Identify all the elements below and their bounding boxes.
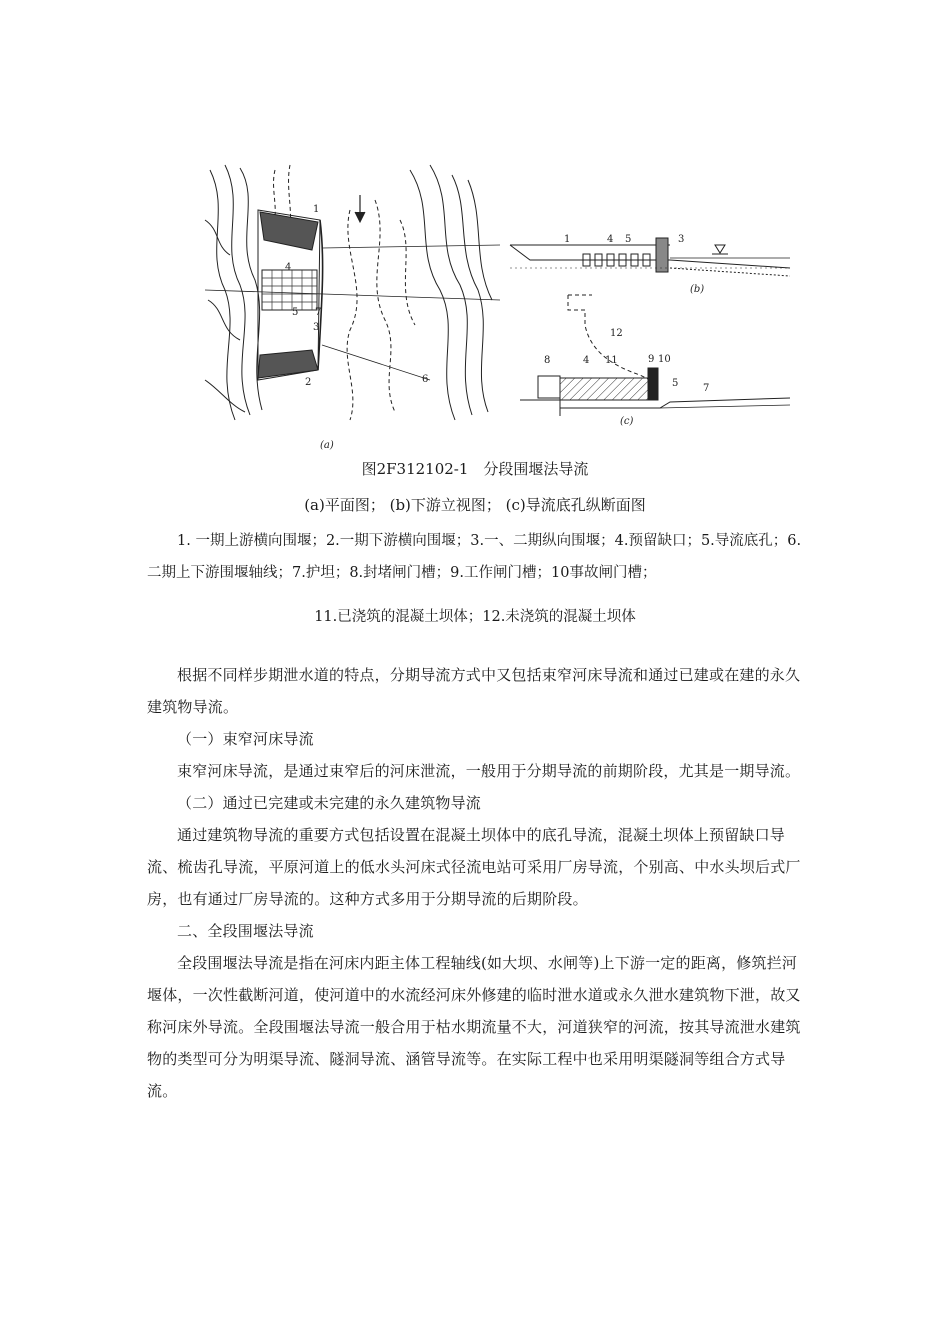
label-b-4: 4: [607, 234, 614, 245]
diversion-figure: [200, 150, 800, 455]
label-c-7: 7: [703, 383, 710, 394]
plan-view: [205, 165, 500, 420]
paragraph-2: 束窄河床导流，是通过束窄后的河床泄流，一般用于分期导流的前期阶段，尤其是一期导流。: [177, 762, 801, 780]
paragraph-3: 通过建筑物导流的重要方式包括设置在混凝土坝体中的底孔导流，混凝土坝体上预留缺口导流、梳齿孔导流，平原河道上的低水头河床式径流电站可采用厂房导流，个别高、中水头坝后式厂房，也有通过厂房导流的。这种方式多用于分期导流的后期阶段。: [147, 826, 801, 908]
panel-c-label: (c): [620, 416, 634, 427]
label-c-4: 4: [583, 355, 590, 366]
heading-3: 二、全段围堰法导流: [177, 922, 314, 940]
label-b-5: 5: [625, 234, 632, 245]
label-c-9: 9: [648, 354, 655, 365]
figure-subtitle: (a)平面图； (b)下游立视图； (c)导流底孔纵断面图: [304, 496, 646, 514]
label-c-5: 5: [672, 378, 679, 389]
paragraph-1: 根据不同样步期泄水道的特点，分期导流方式中又包括束窄河床导流和通过已建或在建的永久建筑物导流。: [147, 666, 801, 716]
panel-b-label: (b): [690, 284, 705, 295]
label-c-8: 8: [544, 355, 551, 366]
label-a-5: 5: [292, 307, 299, 318]
label-c-10: 10: [658, 354, 671, 365]
label-a-7: 7: [315, 307, 322, 318]
label-c-12: 12: [610, 328, 623, 339]
paragraph-4: 全段围堰法导流是指在河床内距主体工程轴线(如大坝、水闸等)上下游一定的距离，修筑拦河堰体，一次性截断河道，使河道中的水流经河床外修建的临时泄水道或永久泄水建筑物下泄，故又称河床外导流。全段围堰法导流一般合用于枯水期流量不大，河道狭窄的河流，按其导流泄水建筑物的类型可分为明渠导流、隧洞导流、涵管导流等。在实际工程中也采用明渠隧洞等组合方式导流。: [147, 954, 801, 1100]
panel-a-label: (a): [320, 440, 334, 451]
label-b-1: 1: [564, 234, 571, 245]
figure-drawing: [200, 150, 800, 455]
label-a-4: 4: [285, 262, 292, 273]
body-text: [147, 659, 807, 1107]
heading-2: （二）通过已完建或未完建的永久建筑物导流: [177, 794, 482, 812]
label-a-6: 6: [422, 374, 429, 385]
figure-legend: 1. 一期上游横向围堰；2.一期下游横向围堰；3.一、二期纵向围堰；4.预留缺口；5.导流底孔；6.二期上下游围堰轴线；7.护坦；8.封堵闸门槽；9.工作闸门槽；10事故闸门槽；: [147, 533, 802, 581]
heading-1: （一）束窄河床导流: [177, 730, 314, 748]
label-a-1: 1: [313, 204, 320, 215]
elevation-view: [510, 238, 790, 276]
label-a-2: 2: [305, 377, 312, 388]
section-view: [520, 295, 790, 416]
label-c-11: 11: [605, 355, 618, 366]
label-b-3: 3: [678, 234, 685, 245]
label-a-3: 3: [313, 322, 320, 333]
figure-title: 图2F312102-1 分段围堰法导流: [361, 460, 589, 478]
figure-legend-end: 11.已浇筑的混凝土坝体；12.未浇筑的混凝土坝体: [314, 609, 636, 625]
